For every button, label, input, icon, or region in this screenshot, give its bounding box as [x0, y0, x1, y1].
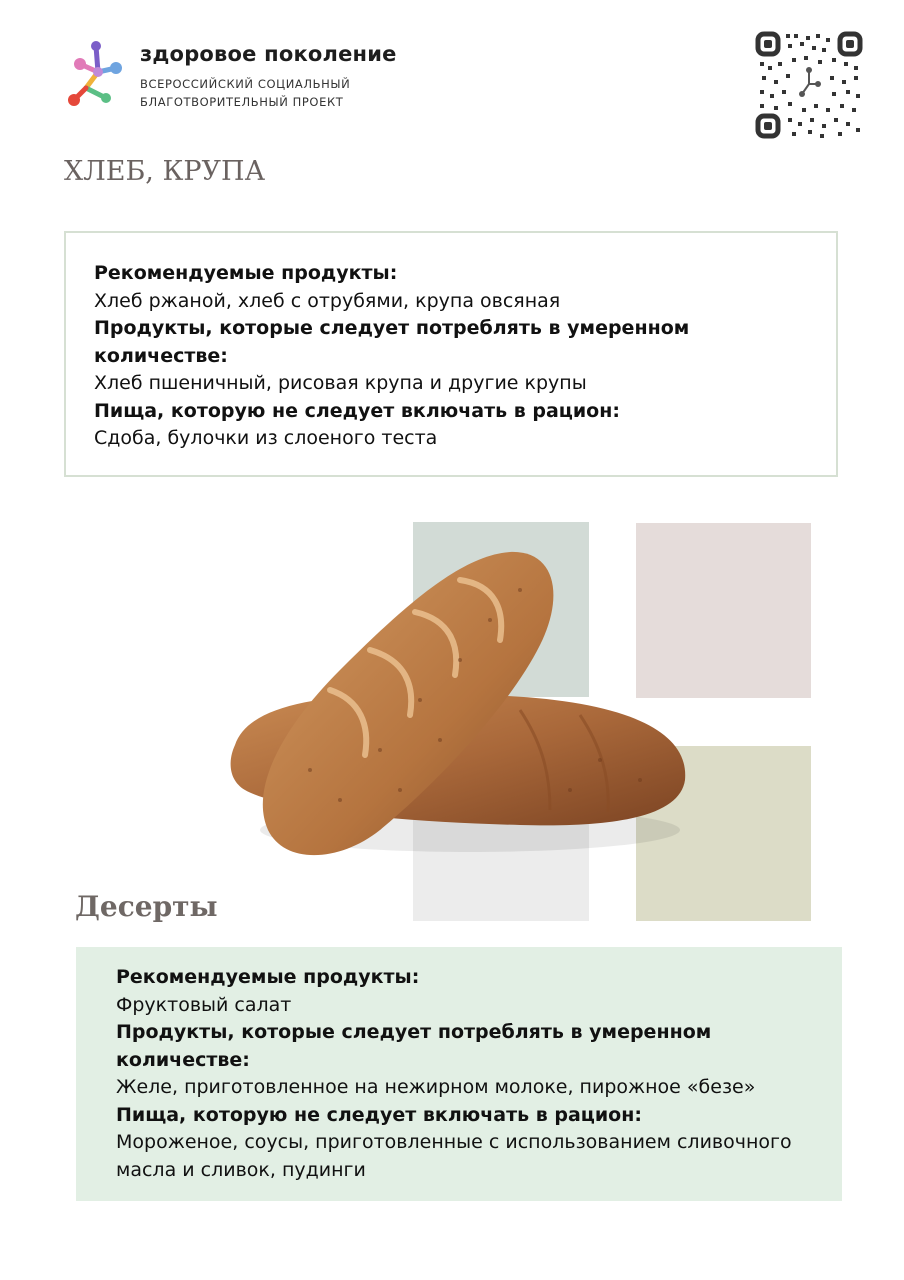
bread-loaves-image — [220, 540, 700, 890]
brand-subtitle — [140, 75, 350, 111]
bread-info-content — [94, 260, 814, 453]
moderate-text: Желе, приготовленное на нежирном молоке, пирожное «безе» — [116, 1076, 756, 1098]
moderate-label: Продукты, которые следует потреблять в умеренном количестве: — [94, 317, 690, 367]
excluded-label: Пища, которую не следует включать в рацион: — [116, 1103, 642, 1126]
recommended-text: Фруктовый салат — [116, 993, 292, 1016]
recommended-text: Хлеб ржаной, хлеб с отрубями, крупа овсяная — [94, 289, 561, 312]
recommended-label: Рекомендуемые продукты: — [116, 966, 420, 988]
desserts-info-content — [116, 964, 826, 1184]
excluded-text: Мороженое, соусы, приготовленные с использованием сливочного масла и сливок, пудинги — [116, 1131, 792, 1181]
excluded-label: Пища, которую не следует включать в рацион: — [94, 399, 620, 422]
moderate-label: Продукты, которые следует потреблять в умеренном количестве: — [116, 1021, 712, 1071]
brand-subtitle-line1: ВСЕРОССИЙСКИЙ СОЦИАЛЬНЫЙ — [140, 77, 351, 91]
brand-title: здоровое поколение — [140, 42, 397, 66]
section-title-bread: ХЛЕБ, КРУПА — [64, 156, 266, 187]
moderate-text: Хлеб пшеничный, рисовая крупа и другие крупы — [94, 372, 587, 394]
bread-info-box — [64, 231, 838, 477]
project-logo-icon — [66, 38, 126, 110]
desserts-info-box — [76, 947, 842, 1201]
qr-code-icon[interactable] — [752, 28, 866, 142]
recommended-label: Рекомендуемые продукты: — [94, 262, 398, 284]
excluded-text: Сдоба, булочки из слоеного теста — [94, 427, 438, 449]
brand-subtitle-line2: БЛАГОТВОРИТЕЛЬНЫЙ ПРОЕКТ — [140, 95, 344, 109]
section-title-desserts: Десерты — [75, 890, 218, 923]
